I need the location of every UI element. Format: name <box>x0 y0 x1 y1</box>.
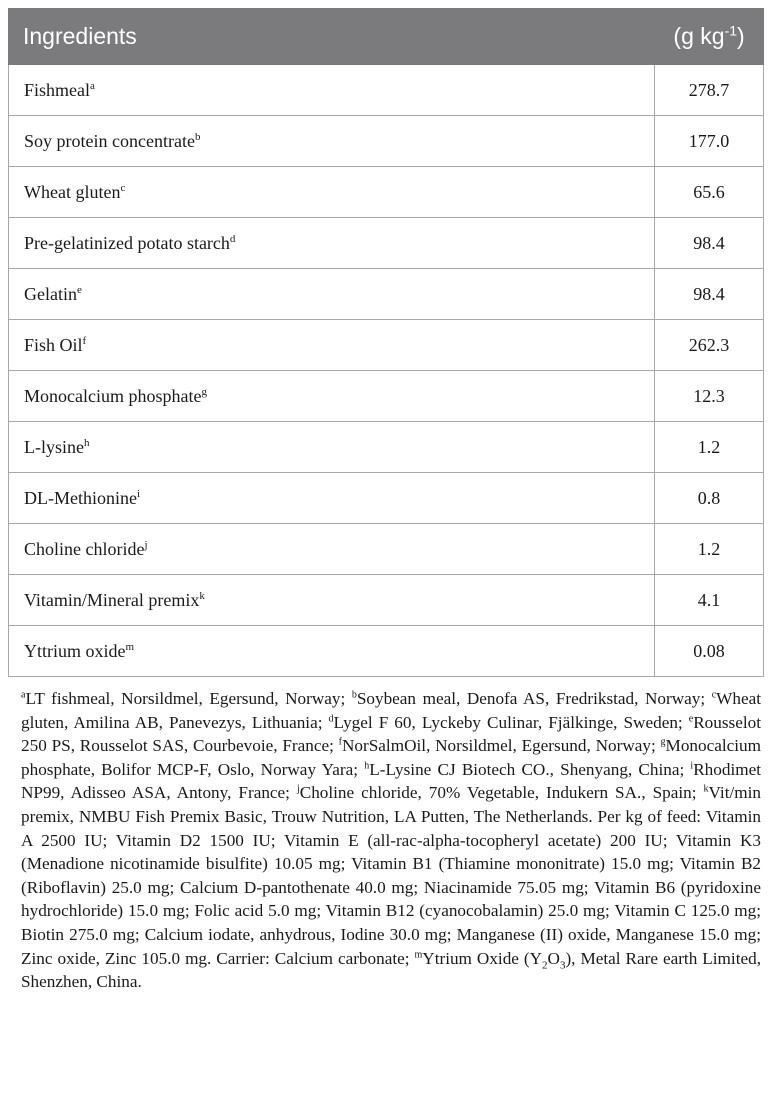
footnote-m-sub-1: 2 <box>542 958 548 971</box>
ingredient-amount: 0.08 <box>655 626 764 677</box>
ingredient-amount: 65.6 <box>655 167 764 218</box>
ingredient-amount: 177.0 <box>655 116 764 167</box>
ingredient-table <box>8 8 764 677</box>
footnote-f: NorSalmOil, Norsildmel, Egersund, Norway; <box>342 736 661 756</box>
ingredient-footnote-mark: f <box>82 334 87 347</box>
ingredient-name: Choline chloride <box>24 538 145 559</box>
table-row <box>9 371 764 422</box>
ingredient-name: Monocalcium phosphate <box>24 385 202 406</box>
table-row <box>9 422 764 473</box>
footnote-m-pre: Ytrium Oxide (Y <box>422 948 543 968</box>
ingredient-amount: 1.2 <box>655 422 764 473</box>
footnote-mark-f: f <box>338 736 343 748</box>
ingredient-name: Fish Oil <box>24 334 83 355</box>
footnote-d: Lygel F 60, Lyckeby Culinar, Fjälkinge, Sweden; <box>333 712 689 732</box>
ingredient-amount: 98.4 <box>655 218 764 269</box>
ingredient-amount: 12.3 <box>655 371 764 422</box>
ingredient-footnote-mark: b <box>194 130 201 143</box>
table-row <box>9 167 764 218</box>
footnote-j: Choline chloride, 70% Vegetable, Indukern SA., Spain; <box>299 783 704 803</box>
ingredient-cell <box>9 524 655 575</box>
ingredient-name: Pre-gelatinized potato starch <box>24 232 230 253</box>
ingredient-cell <box>9 575 655 626</box>
table-row <box>9 218 764 269</box>
header-unit-suffix: ) <box>737 23 745 49</box>
footnote-m-post: ), Metal Rare earth Limited, Shenzhen, China. <box>21 948 761 992</box>
ingredient-amount: 1.2 <box>655 524 764 575</box>
table-footnote <box>8 687 764 994</box>
table-row <box>9 116 764 167</box>
ingredient-amount: 262.3 <box>655 320 764 371</box>
ingredient-cell <box>9 320 655 371</box>
ingredient-name: Fishmeal <box>24 79 90 100</box>
ingredient-footnote-mark: h <box>84 436 90 449</box>
footnote-mark-e: e <box>688 712 694 724</box>
ingredient-cell <box>9 167 655 218</box>
table-row <box>9 626 764 677</box>
ingredient-cell <box>9 116 655 167</box>
footnote-mark-h: h <box>364 760 370 772</box>
ingredient-name: L-lysine <box>24 436 84 457</box>
ingredient-cell <box>9 371 655 422</box>
footnote-mark-m: m <box>414 948 423 960</box>
ingredient-cell <box>9 269 655 320</box>
ingredient-footnote-mark: m <box>125 640 135 653</box>
table-row <box>9 320 764 371</box>
header-unit-exponent: -1 <box>724 22 738 39</box>
footnote-m-mid: O <box>547 948 560 968</box>
header-ingredients: Ingredients <box>9 9 655 65</box>
ingredient-name: Soy protein concentrate <box>24 130 195 151</box>
footnote-c: Wheat gluten, Amilina AB, Panevezys, Lithuania; <box>21 689 761 732</box>
ingredient-amount: 0.8 <box>655 473 764 524</box>
footnote-e: Rousselot 250 PS, Rousselot SAS, Courbevoie, France; <box>21 712 761 756</box>
footnote-g: Monocalcium phosphate, Bolifor MCP-F, Oslo, Norway Yara; <box>21 736 761 779</box>
footnote-mark-a: a <box>21 689 26 701</box>
ingredient-table-figure <box>8 8 764 994</box>
ingredient-footnote-mark: k <box>199 589 205 602</box>
ingredient-cell <box>9 218 655 269</box>
footnote-mark-k: k <box>703 783 709 795</box>
ingredient-cell <box>9 626 655 677</box>
footnote-mark-c: c <box>711 689 717 701</box>
ingredient-footnote-mark: j <box>144 538 148 551</box>
ingredient-footnote-mark: e <box>76 283 82 296</box>
ingredient-amount: 98.4 <box>655 269 764 320</box>
ingredient-cell <box>9 422 655 473</box>
ingredient-footnote-mark: i <box>136 487 141 500</box>
ingredient-cell <box>9 473 655 524</box>
table-row <box>9 524 764 575</box>
table-row <box>9 65 764 116</box>
table-row <box>9 473 764 524</box>
ingredient-amount: 4.1 <box>655 575 764 626</box>
footnote-m-sub-2: 3 <box>559 958 566 971</box>
table-row <box>9 269 764 320</box>
footnote-mark-i: i <box>690 760 694 772</box>
footnote-mark-d: d <box>328 712 334 724</box>
footnote-mark-b: b <box>351 689 357 701</box>
footnote-b: Soybean meal, Denofa AS, Fredrikstad, Norway; <box>356 689 712 708</box>
ingredient-footnote-mark: g <box>201 385 207 398</box>
footnote-a: LT fishmeal, Norsildmel, Egersund, Norway; <box>25 689 352 708</box>
footnote-i: Rhodimet NP99, Adisseo ASA, Antony, France; <box>21 759 761 803</box>
ingredient-footnote-mark: a <box>90 79 95 92</box>
ingredient-name: DL-Methionine <box>24 487 137 508</box>
header-unit <box>655 9 764 65</box>
header-row <box>9 9 764 65</box>
ingredient-cell <box>9 65 655 116</box>
footnote-mark-j: j <box>296 783 300 795</box>
ingredient-footnote-mark: c <box>120 181 126 194</box>
ingredient-name: Yttrium oxide <box>24 640 126 661</box>
ingredient-amount: 278.7 <box>655 65 764 116</box>
table-row <box>9 575 764 626</box>
ingredient-name: Vitamin/Mineral premix <box>24 589 200 610</box>
ingredient-footnote-mark: d <box>229 232 236 245</box>
footnote-mark-g: g <box>660 736 666 748</box>
footnote-h: L-Lysine CJ Biotech CO., Shenyang, China; <box>369 759 691 779</box>
ingredient-name: Gelatin <box>24 283 77 304</box>
table-body <box>9 65 764 677</box>
header-unit-prefix: (g kg <box>673 23 725 49</box>
footnote-k: Vit/min premix, NMBU Fish Premix Basic, Trouw Nutrition, LA Putten, The Netherlands. Per kg of feed: Vitamin A 2500 IU; Vitamin D2 1500 IU; Vitamin E (all-rac-alpha-tocopheryl acetate) 200 IU; Vitamin K3 (Menadione nicotinamide bisulfite) 10.05 mg; Vitamin B1 (Thiamine mononitrate) 15.0 mg; Vitamin B2 (Riboflavin) 25.0 mg; Calcium D-pantothenate 40.0 mg; Niacinamide 75.05 mg; Vitamin B6 (pyridoxine hydrochloride) 15.0 mg; Folic acid 5.0 mg; Vitamin B12 (cyanocobalamin) 25.0 mg; Vitamin C 125.0 mg; Biotin 275.0 mg; Calcium iodate, anhydrous, Iodine 30.0 mg; Manganese (II) oxide, Manganese 15.0 mg; Zinc oxide, Zinc 105.0 mg. Carrier: Calcium carbonate; <box>21 783 761 968</box>
ingredient-name: Wheat gluten <box>24 181 121 202</box>
